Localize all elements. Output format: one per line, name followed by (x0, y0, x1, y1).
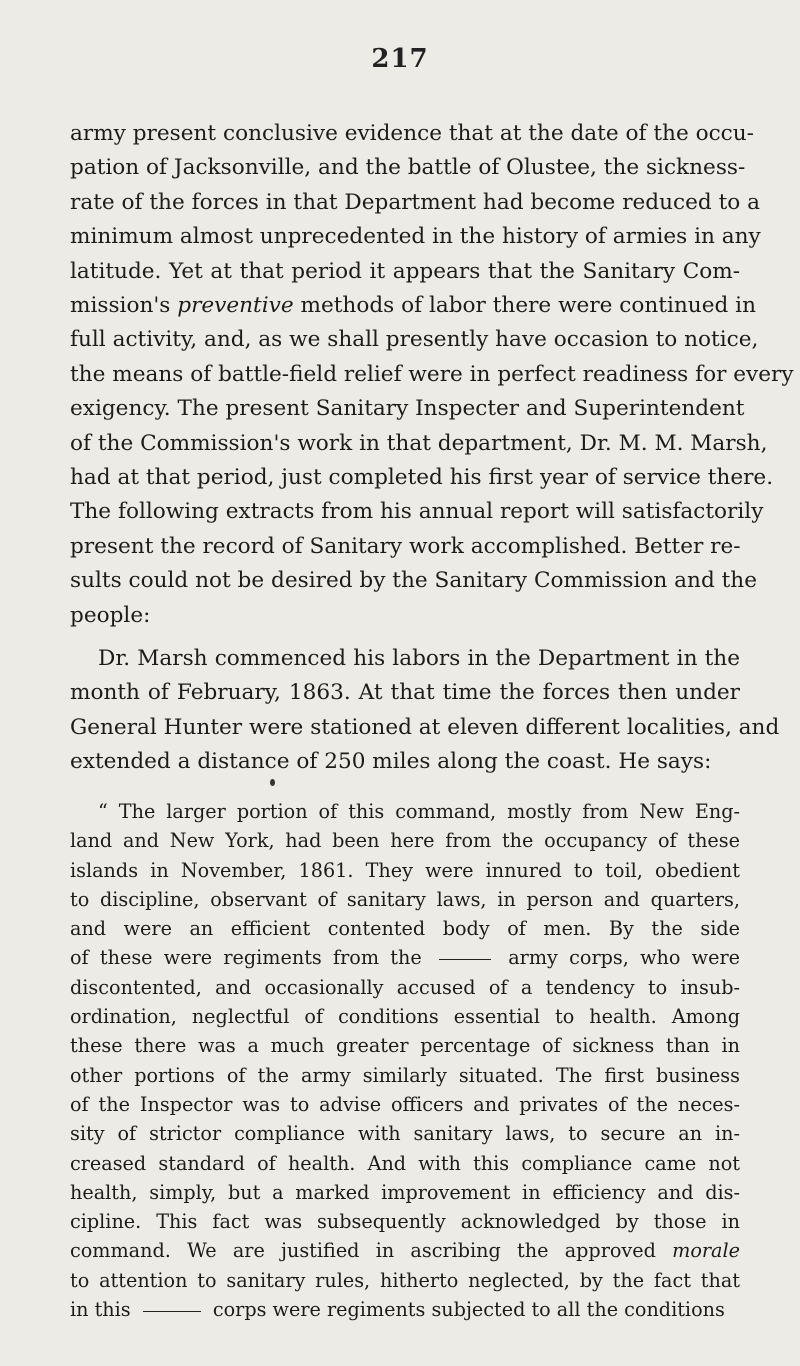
text-line: to attention to sanitary rules, hitherto neglected, by the fact that (70, 1268, 740, 1292)
text-line: “ The larger portion of this command, mostly from New Eng- (98, 800, 740, 823)
text-line: minimum almost unprecedented in the history of armies in any (70, 224, 761, 250)
text-line: pation of Jacksonville, and the battle of Olustee, the sickness- (70, 155, 746, 181)
text-line: full activity, and, as we shall presently have occasion to notice, (70, 327, 759, 353)
text-line: islands in November, 1861. They were innured to toil, obedient (70, 858, 740, 882)
page-number: 217 (371, 44, 429, 74)
paragraph-1 (70, 117, 794, 633)
text-line: army present conclusive evidence that at the date of the occu- (70, 121, 754, 146)
text-line: to discipline, observant of sanitary laws, in person and quarters, (70, 887, 740, 911)
text-fragment: in this (70, 1298, 137, 1322)
text-line: had at that period, just completed his first year of service there. (70, 465, 774, 491)
text-line: latitude. Yet at that period it appears that the Sanitary Com- (70, 258, 740, 284)
text-line: the means of battle-field relief were in perfect readiness for every (70, 361, 794, 387)
text-line-mixed (70, 289, 756, 323)
text-line: land and New York, had been here from the occupancy of these (70, 829, 740, 853)
text-fragment: of these were regiments from the (70, 946, 433, 970)
text-line-mixed (70, 1295, 740, 1324)
text-line: sity of strictor compliance with sanitary laws, to secure an in- (70, 1122, 740, 1146)
text-line: health, simply, but a marked improvement in efficiency and dis- (70, 1180, 740, 1204)
text-line: cipline. This fact was subsequently acknowledged by those in (70, 1210, 740, 1234)
text-line: present the record of Sanitary work accomplished. Better re- (70, 533, 741, 559)
text-line-mixed (70, 943, 740, 972)
text-line: creased standard of health. And with this compliance came not (70, 1151, 740, 1175)
italic-word: morale (672, 1239, 740, 1263)
quoted-report (70, 797, 740, 1324)
text-line-mixed (70, 1236, 740, 1265)
redaction-dash (439, 959, 491, 960)
text-line: of the Inspector was to advise officers and privates of the neces- (70, 1092, 740, 1116)
text-fragment: methods of labor there were continued in (293, 293, 756, 319)
text-line: ordination, neglectful of conditions essential to health. Among (70, 1005, 740, 1029)
text-line: people: (70, 602, 151, 628)
italic-word: preventive (177, 293, 294, 319)
paragraph-2 (70, 642, 780, 780)
text-line: General Hunter were stationed at eleven different localities, and (70, 714, 780, 740)
text-fragment: army corps, who were (496, 946, 740, 970)
text-line: Dr. Marsh commenced his labors in the Department in the (98, 646, 740, 671)
redaction-dash (143, 1311, 201, 1312)
text-line: these there was a much greater percentage of sickness than in (70, 1034, 740, 1058)
text-fragment: command. We are justified in ascribing the approved (70, 1239, 673, 1263)
text-line: exigency. The present Sanitary Inspecter and Superintendent (70, 396, 745, 422)
text-fragment: mission's (70, 293, 178, 319)
text-line: other portions of the army similarly situated. The first business (70, 1063, 740, 1087)
text-line: rate of the forces in that Department had become reduced to a (70, 189, 760, 215)
text-fragment: corps were regiments subjected to all the conditions (206, 1298, 725, 1322)
text-line: of the Commission's work in that department, Dr. M. M. Marsh, (70, 430, 768, 456)
text-line: extended a distance of 250 miles along the coast. He says: (70, 749, 712, 775)
ink-speck (270, 779, 275, 786)
text-line: discontented, and occasionally accused of a tendency to insub- (70, 975, 740, 999)
text-line: month of February, 1863. At that time the forces then under (70, 680, 740, 706)
text-line: The following extracts from his annual report will satisfactorily (70, 499, 764, 525)
text-line: and were an efficient contented body of men. By the side (70, 917, 740, 941)
text-line: sults could not be desired by the Sanitary Commission and the (70, 568, 757, 594)
